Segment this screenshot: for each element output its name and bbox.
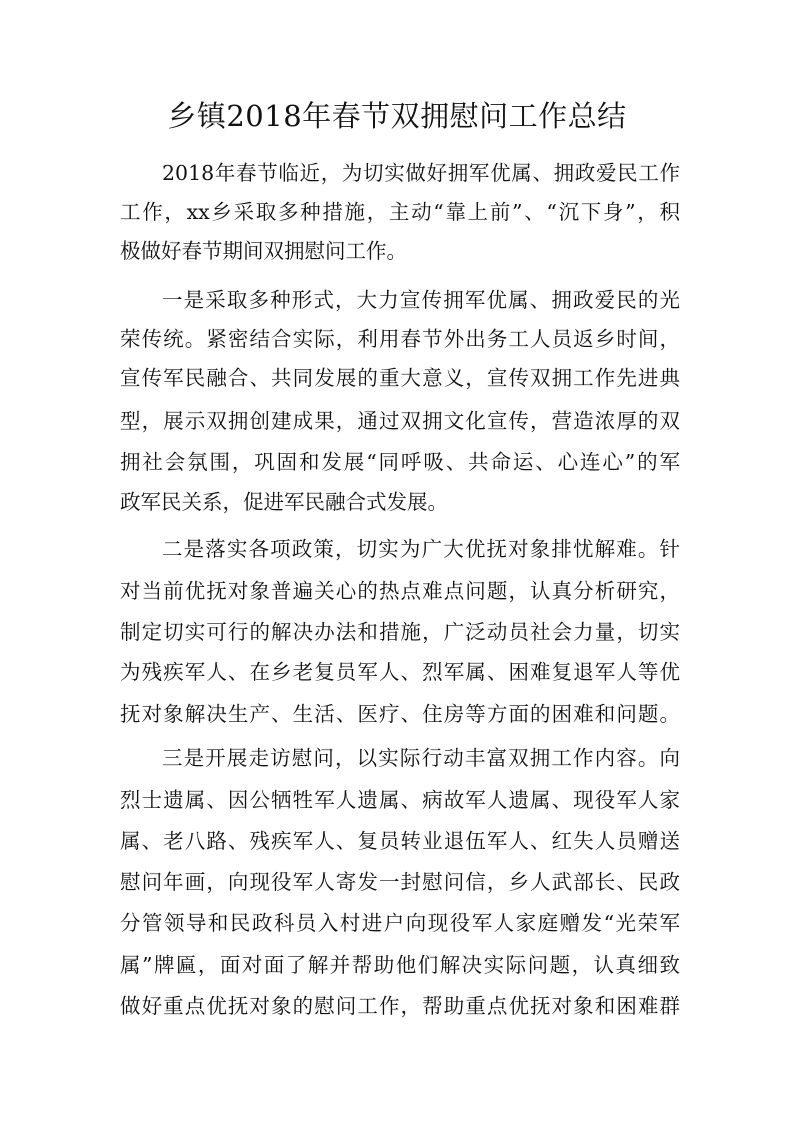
document-title: 乡镇2018年春节双拥慰问工作总结	[167, 99, 627, 133]
paragraph-1-line-1: 2018年春节临近，为切实做好拥军优属、拥政爱民工作	[162, 161, 680, 185]
paragraph-4-line-4: 慰问年画，向现役军人寄发一封慰问信，乡人武部长、民政	[120, 870, 680, 894]
paragraph-2-line-2: 荣传统。紧密结合实际，利用春节外出务工人员返乡时间，	[120, 327, 680, 351]
paragraph-1-line-3: 极做好春节期间双拥慰问工作。	[120, 239, 407, 263]
paragraph-4-line-6: 属”牌匾，面对面了解并帮助他们解决实际问题，认真细致	[120, 953, 680, 977]
paragraph-2-line-5: 拥社会氛围，巩固和发展“同呼吸、共命运、心连心”的军	[120, 450, 680, 474]
paragraph-3-line-1: 二是落实各项政策，切实为广大优抚对象排忧解难。针	[162, 537, 680, 561]
paragraph-4-line-3: 属、老八路、残疾军人、复员转业退伍军人、红失人员赠送	[120, 829, 680, 853]
paragraph-3-line-4: 为残疾军人、在乡老复员军人、烈军属、困难复退军人等优	[120, 660, 680, 684]
paragraph-3-line-5: 抚对象解决生产、生活、医疗、住房等方面的困难和问题。	[120, 702, 680, 726]
paragraph-1-line-2: 工作，xx乡采取多种措施，主动“靠上前”、“沉下身”，积	[120, 200, 680, 224]
paragraph-3-line-3: 制定切实可行的解决办法和措施，广泛动员社会力量，切实	[120, 620, 680, 644]
paragraph-4-line-1: 三是开展走访慰问，以实际行动丰富双拥工作内容。向	[162, 746, 680, 770]
paragraph-2-line-1: 一是采取多种形式，大力宣传拥军优属、拥政爱民的光	[162, 288, 680, 312]
paragraph-2-line-4: 型，展示双拥创建成果，通过双拥文化宣传，营造浓厚的双	[120, 409, 680, 433]
paragraph-2-line-3: 宣传军民融合、共同发展的重大意义，宣传双拥工作先进典	[120, 366, 680, 390]
paragraph-4-line-5: 分管领导和民政科员入村进户向现役军人家庭赠发“光荣军	[120, 911, 680, 935]
paragraph-2-line-6: 政军民关系，促进军民融合式发展。	[120, 490, 448, 514]
paragraph-3-line-2: 对当前优抚对象普遍关心的热点难点问题，认真分析研究，	[120, 579, 680, 603]
paragraph-4-line-2: 烈士遗属、因公牺牲军人遗属、病故军人遗属、现役军人家	[120, 788, 680, 812]
paragraph-4-line-7: 做好重点优抚对象的慰问工作，帮助重点优抚对象和困难群	[120, 994, 680, 1018]
